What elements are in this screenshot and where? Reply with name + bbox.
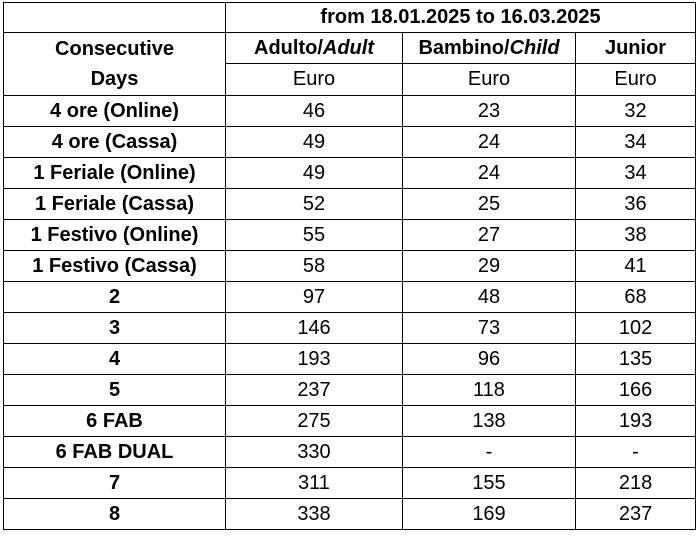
table-row: [4, 468, 696, 499]
table-row: [4, 375, 696, 406]
table-row: [4, 251, 696, 282]
days-cell: 1 Festivo (Online): [4, 220, 226, 251]
child-price-cell: 96: [403, 344, 576, 375]
junior-price-cell: 193: [576, 406, 696, 437]
adult-price-cell: 237: [226, 375, 403, 406]
table-row: [4, 127, 696, 158]
table-row: [4, 158, 696, 189]
child-price-cell: 23: [403, 96, 576, 127]
period-row: [4, 3, 696, 33]
table-row: [4, 282, 696, 313]
child-price-cell: 24: [403, 127, 576, 158]
junior-price-cell: 32: [576, 96, 696, 127]
adult-price-cell: 193: [226, 344, 403, 375]
table-row: [4, 313, 696, 344]
adult-price-cell: 49: [226, 158, 403, 189]
adult-header-en: Adult: [322, 36, 374, 59]
days-header-line2: Days: [90, 68, 139, 90]
days-cell: 3: [4, 313, 226, 344]
days-column-header: [4, 33, 226, 96]
junior-price-cell: 237: [576, 499, 696, 530]
child-column-header: [403, 33, 576, 64]
adult-price-cell: 52: [226, 189, 403, 220]
table-row: [4, 344, 696, 375]
table-row: [4, 437, 696, 468]
adult-price-cell: 330: [226, 437, 403, 468]
days-cell: 8: [4, 499, 226, 530]
junior-column-header: Junior: [576, 33, 696, 64]
days-cell: 4 ore (Online): [4, 96, 226, 127]
days-cell: 1 Feriale (Cassa): [4, 189, 226, 220]
child-price-cell: 25: [403, 189, 576, 220]
adult-price-cell: 49: [226, 127, 403, 158]
table-row: [4, 499, 696, 530]
adult-column-header: [226, 33, 403, 64]
child-price-cell: -: [403, 437, 576, 468]
child-price-cell: 138: [403, 406, 576, 437]
child-price-cell: 27: [403, 220, 576, 251]
child-price-cell: 24: [403, 158, 576, 189]
table-row: [4, 406, 696, 437]
days-cell: 4 ore (Cassa): [4, 127, 226, 158]
child-price-cell: 73: [403, 313, 576, 344]
adult-price-cell: 97: [226, 282, 403, 313]
adult-price-cell: 55: [226, 220, 403, 251]
adult-currency: Euro: [226, 64, 403, 96]
adult-price-cell: 338: [226, 499, 403, 530]
junior-price-cell: 135: [576, 344, 696, 375]
period-header: from 18.01.2025 to 16.03.2025: [226, 3, 696, 33]
column-header-row: [4, 33, 696, 64]
table-row: [4, 220, 696, 251]
days-cell: 6 FAB DUAL: [4, 437, 226, 468]
junior-currency: Euro: [576, 64, 696, 96]
junior-price-cell: -: [576, 437, 696, 468]
adult-price-cell: 46: [226, 96, 403, 127]
junior-price-cell: 36: [576, 189, 696, 220]
price-table-body: [4, 3, 696, 530]
days-cell: 7: [4, 468, 226, 499]
junior-price-cell: 166: [576, 375, 696, 406]
child-price-cell: 118: [403, 375, 576, 406]
adult-price-cell: 311: [226, 468, 403, 499]
days-cell: 6 FAB: [4, 406, 226, 437]
child-price-cell: 48: [403, 282, 576, 313]
days-cell: 1 Feriale (Online): [4, 158, 226, 189]
junior-price-cell: 68: [576, 282, 696, 313]
child-price-cell: 155: [403, 468, 576, 499]
junior-price-cell: 34: [576, 158, 696, 189]
adult-price-cell: 146: [226, 313, 403, 344]
price-table: [3, 2, 696, 530]
child-price-cell: 29: [403, 251, 576, 282]
junior-price-cell: 38: [576, 220, 696, 251]
adult-price-cell: 275: [226, 406, 403, 437]
child-header-it: Bambino/: [418, 36, 510, 59]
days-cell: 5: [4, 375, 226, 406]
days-header-line1: Consecutive: [55, 38, 174, 60]
child-header-en: Child: [509, 36, 560, 59]
days-cell: 1 Festivo (Cassa): [4, 251, 226, 282]
days-cell: 4: [4, 344, 226, 375]
junior-price-cell: 34: [576, 127, 696, 158]
junior-price-cell: 41: [576, 251, 696, 282]
child-currency: Euro: [403, 64, 576, 96]
table-row: [4, 96, 696, 127]
empty-corner-cell: [4, 3, 226, 33]
junior-price-cell: 102: [576, 313, 696, 344]
adult-price-cell: 58: [226, 251, 403, 282]
child-price-cell: 169: [403, 499, 576, 530]
days-cell: 2: [4, 282, 226, 313]
junior-price-cell: 218: [576, 468, 696, 499]
adult-header-it: Adulto/: [254, 36, 323, 59]
table-row: [4, 189, 696, 220]
